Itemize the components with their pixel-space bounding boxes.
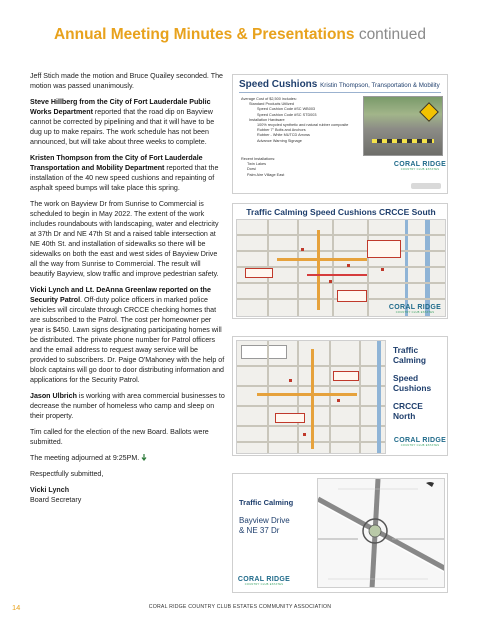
footer-organization: CORAL RIDGE COUNTRY CLUB ESTATES COMMUNITY ASSOCIATION (148, 604, 332, 610)
slide-speed-cushions-title (239, 79, 440, 90)
paragraph-submitted: Respectfully submitted, (30, 470, 104, 478)
page-number: 14 (12, 603, 21, 612)
warning-sign-icon (419, 102, 439, 122)
coral-ridge-logo (237, 576, 291, 586)
north-slide-labels (393, 345, 447, 421)
logo-line-2: COUNTRY CLUB ESTATES (395, 311, 435, 314)
label-cushions: Cushions (393, 383, 432, 393)
speed-bump-stripe (372, 139, 434, 143)
bullet-item: Rubber - White MUTCD Arrows (257, 133, 310, 138)
transportation-report: reported that the installation of the 40 new speed cushions and repainting of asphalt speed bumps will take place this spring. (30, 164, 219, 192)
slide-speed-cushions (232, 74, 448, 194)
paragraph-election: Tim called for the election of the new Board. Ballots were submitted. (30, 428, 209, 446)
transportation-speaker: Kristen Thompson from the City of Fort Lauderdale Transportation and Mobility Department (30, 154, 203, 172)
bullet-item: 100% recycled synthetic and natural rubber composite (257, 123, 349, 128)
logo-line-2: COUNTRY CLUB ESTATES (244, 583, 284, 586)
security-speakers: Vicki Lynch and Lt. DeAnna Greenlaw reported on the Security Patrol (30, 286, 211, 304)
recent-installations (241, 157, 321, 178)
bullet-item: Standard Products Utilized (249, 102, 294, 107)
slide-title-text: Speed Cushions (239, 79, 318, 90)
bullet-item: Average Cost of $2,500 includes: (241, 97, 297, 101)
recent-item: Twin Lakes (247, 162, 266, 167)
subtitle-line-2: & NE 37 Dr (239, 526, 280, 535)
logo-line-2: COUNTRY CLUB ESTATES (400, 444, 440, 447)
label-speed: Speed (393, 373, 419, 383)
roundabout-drawing (318, 479, 445, 588)
signature-title: Board Secretary (30, 496, 82, 504)
recent-item: Dorsi (247, 167, 256, 172)
recent-item: Palm Aire Village East (247, 172, 285, 177)
homeless-speaker: Jason Ulbrich (30, 392, 77, 400)
speed-cushion-photo (363, 96, 443, 156)
north-map-image (236, 340, 386, 454)
homeless-report: is working with area commercial businesses to decrease the number of homeless who camp and sleep on their property. (30, 392, 225, 420)
slide-nav-controls (411, 183, 441, 189)
map-legend (241, 345, 287, 359)
bullet-item: Speed Cushion Code #SC STD003 (257, 112, 317, 117)
adjourned-text: The meeting adjourned at 9:25PM. (30, 454, 140, 462)
security-report: . Off-duty police officers in marked police vehicles will circulate through CRCCE checking homes that are subscribed to the Patrol. The cost per homeowner per year is $450. Lawn signs designating participating homes will be distributed. The private phone number for Patrol officers and the email address to request away service will be provided to subscribers. Dr. Paige O'Mahoney with the help of block captains will go door to door distributing information and applications for the Security Patrol. (30, 296, 225, 384)
logo-line-1: CORAL RIDGE (237, 576, 291, 583)
logo-line-1: CORAL RIDGE (388, 304, 442, 311)
label-calming: Calming (393, 355, 427, 365)
paragraph-public-works (30, 97, 226, 147)
logo-line-1: CORAL RIDGE (393, 437, 447, 444)
title-divider (239, 92, 441, 93)
end-mark-icon (141, 454, 147, 461)
slide-bayview-subtitle (239, 516, 290, 536)
page-footer (0, 603, 480, 615)
coral-ridge-logo (385, 304, 445, 314)
bullet-item: Installation Hardware (249, 117, 285, 122)
paragraph-homeless (30, 391, 226, 421)
minutes-text-column (30, 71, 226, 511)
slide-subtitle: Kristin Thompson, Transportation & Mobility (320, 82, 440, 89)
page-title (0, 26, 480, 44)
label-crcce-north: CRCCE North (393, 401, 423, 421)
coral-ridge-logo (393, 161, 447, 171)
slide-bayview-traffic-calming (232, 473, 448, 593)
coral-ridge-logo (393, 437, 447, 447)
paragraph-transportation (30, 153, 226, 193)
bullet-item: Rubber 7" Bolts and Anchors (257, 128, 306, 133)
logo-line-1: CORAL RIDGE (393, 161, 447, 168)
paragraph-motion: Jeff Stich made the motion and Bruce Quailey seconded. The motion was passed unanimously. (30, 72, 223, 90)
recent-title: Recent Installations: (241, 157, 276, 161)
page-title-continued: continued (358, 26, 427, 43)
south-map-image (236, 219, 446, 317)
logo-line-2: COUNTRY CLUB ESTATES (400, 168, 440, 171)
bullet-item: Speed Cushion Code #SC WB003 (257, 107, 316, 112)
signature-name: Vicki Lynch (30, 486, 70, 494)
paragraph-security-patrol (30, 285, 226, 385)
subtitle-line-1: Bayview Drive (239, 516, 290, 525)
public-works-speaker: Steve Hillberg from the City of Fort Lauderdale Public Works Department (30, 98, 211, 116)
paragraph-bayview-work: The work on Bayview Dr from Sunrise to Commercial is scheduled to begin in May 2022. The extent of the work includes roundabouts with landscaping, water and electricity at 37th Dr and NE 47th St and a raised table intersection at NE 40th St. and installation of sidewalks so there will be sidewalks on both the east and west sides of Bayview Drive all the way from Sunrise to Commercial. The result will beautify Bayview, slow traffic and improve pedestrian safety. (30, 200, 219, 278)
slide-crcce-south (232, 203, 448, 319)
cost-bullet-list (241, 97, 359, 144)
public-works-report: reported that the road dip on Bayview cannot be corrected by pipelining and that it will have to be dug up to make repairs. The work schedule has not been announced, but will take about three weeks to complete. (30, 108, 215, 146)
slide-crcce-north (232, 336, 448, 456)
label-traffic: Traffic (393, 345, 419, 355)
bullet-item: Advance Warning Signage (257, 138, 302, 143)
intersection-plan-image (317, 478, 445, 588)
paragraph-adjourned (30, 453, 226, 463)
slide-crcce-south-title: Traffic Calming Speed Cushions CRCCE South (246, 207, 436, 217)
page-title-main: Annual Meeting Minutes & Presentations (53, 26, 355, 43)
slide-bayview-title: Traffic Calming (239, 498, 294, 507)
